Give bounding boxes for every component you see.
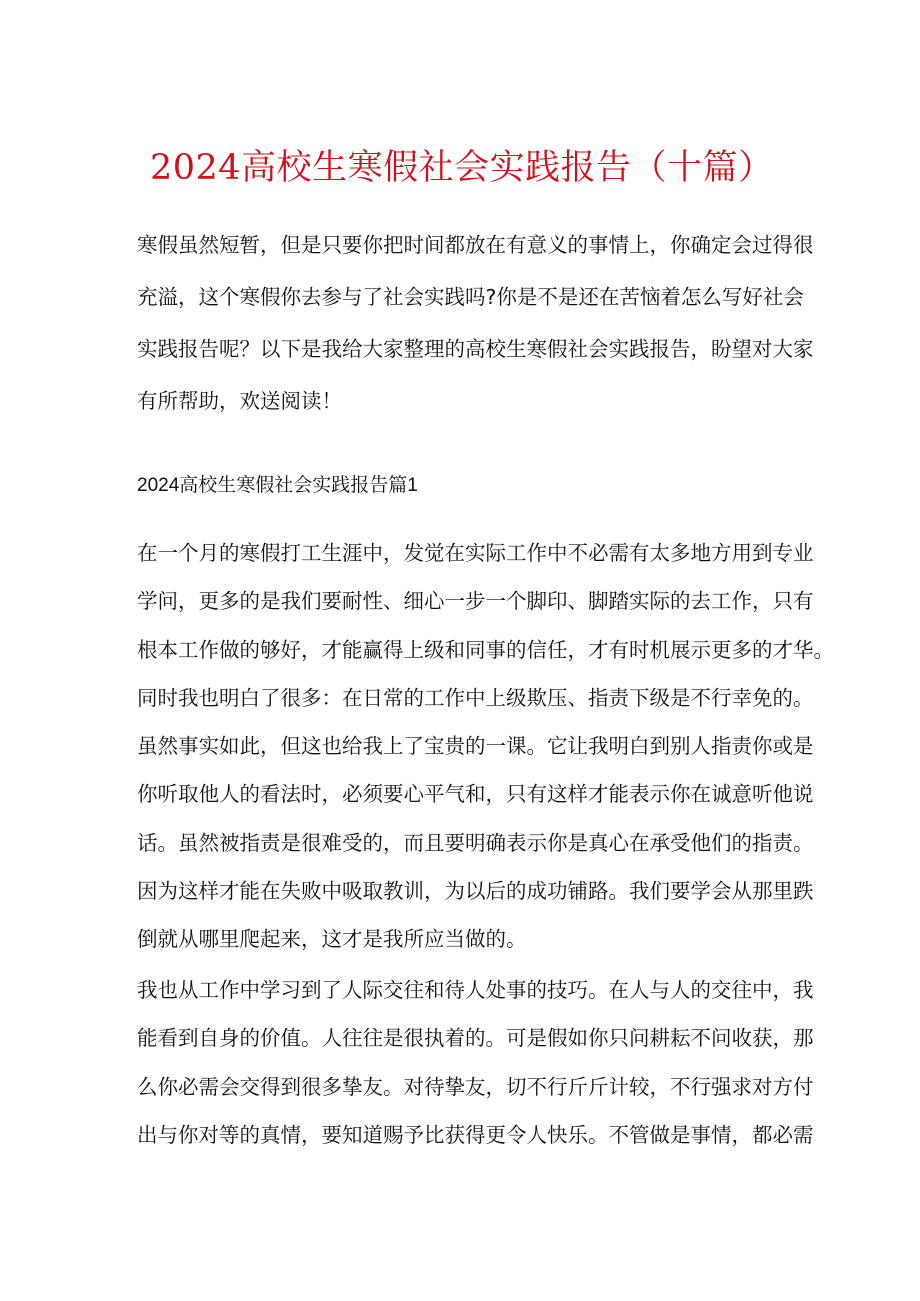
- paragraph-line: 能看到自身的价值。人往往是很执着的。可是假如你只问耕耘不问收获，那: [137, 1026, 814, 1051]
- paragraph-line: 出与你对等的真情，要知道赐予比获得更令人快乐。不管做是事情，都必需: [137, 1122, 814, 1147]
- paragraph-line: 么你必需会交得到很多挚友。对待挚友，切不行斤斤计较，不行强求对方付: [137, 1074, 814, 1099]
- paragraph-1: [137, 529, 834, 964]
- paragraph-line: 你听取他人的看法时，必须要心平气和，只有这样才能表示你在诚意听他说: [137, 782, 814, 807]
- paragraph-line: 倒就从哪里爬起来，这才是我所应当做的。: [137, 927, 527, 952]
- paragraph-line: 学问，更多的是我们要耐性、细心一步一个脚印、脚踏实际的去工作，只有: [137, 589, 814, 614]
- intro-line: 寒假虽然短暂，但是只要你把时间都放在有意义的事情上，你确定会过得很: [137, 233, 814, 257]
- paragraph-line: 根本工作做的够好，才能赢得上级和同事的信任，才有时机展示更多的才华。: [137, 637, 834, 662]
- paragraph-line: 因为这样才能在失败中吸取教训，为以后的成功铺路。我们要学会从那里跌: [137, 879, 814, 904]
- paragraph-line: 同时我也明白了很多：在日常的工作中上级欺压、指责下级是不行幸免的。: [137, 685, 814, 710]
- intro-line: 充溢，这个寒假你去参与了社会实践吗?你是不是还在苦恼着怎么写好社会: [137, 285, 804, 309]
- intro-line: 实践报告呢？以下是我给大家整理的高校生寒假社会实践报告，盼望对大家: [137, 337, 814, 361]
- section-heading: 2024高校生寒假社会实践报告篇1: [137, 475, 418, 496]
- paragraph-line: 虽然事实如此，但这也给我上了宝贵的一课。它让我明白到别人指责你或是: [137, 734, 814, 759]
- paragraph-line: 在一个月的寒假打工生涯中，发觉在实际工作中不必需有太多地方用到专业: [137, 541, 814, 565]
- paragraph-line: 我也从工作中学习到了人际交往和待人处事的技巧。在人与人的交往中，我: [137, 978, 814, 1002]
- document-title: 2024高校生寒假社会实践报告（十篇）: [150, 148, 774, 188]
- paragraph-2: [137, 966, 817, 1159]
- intro-line: 有所帮助，欢送阅读！: [137, 389, 342, 413]
- paragraph-line: 话。虽然被指责是很难受的，而且要明确表示你是真心在承受他们的指责。: [137, 830, 814, 855]
- intro-paragraph: [137, 219, 817, 427]
